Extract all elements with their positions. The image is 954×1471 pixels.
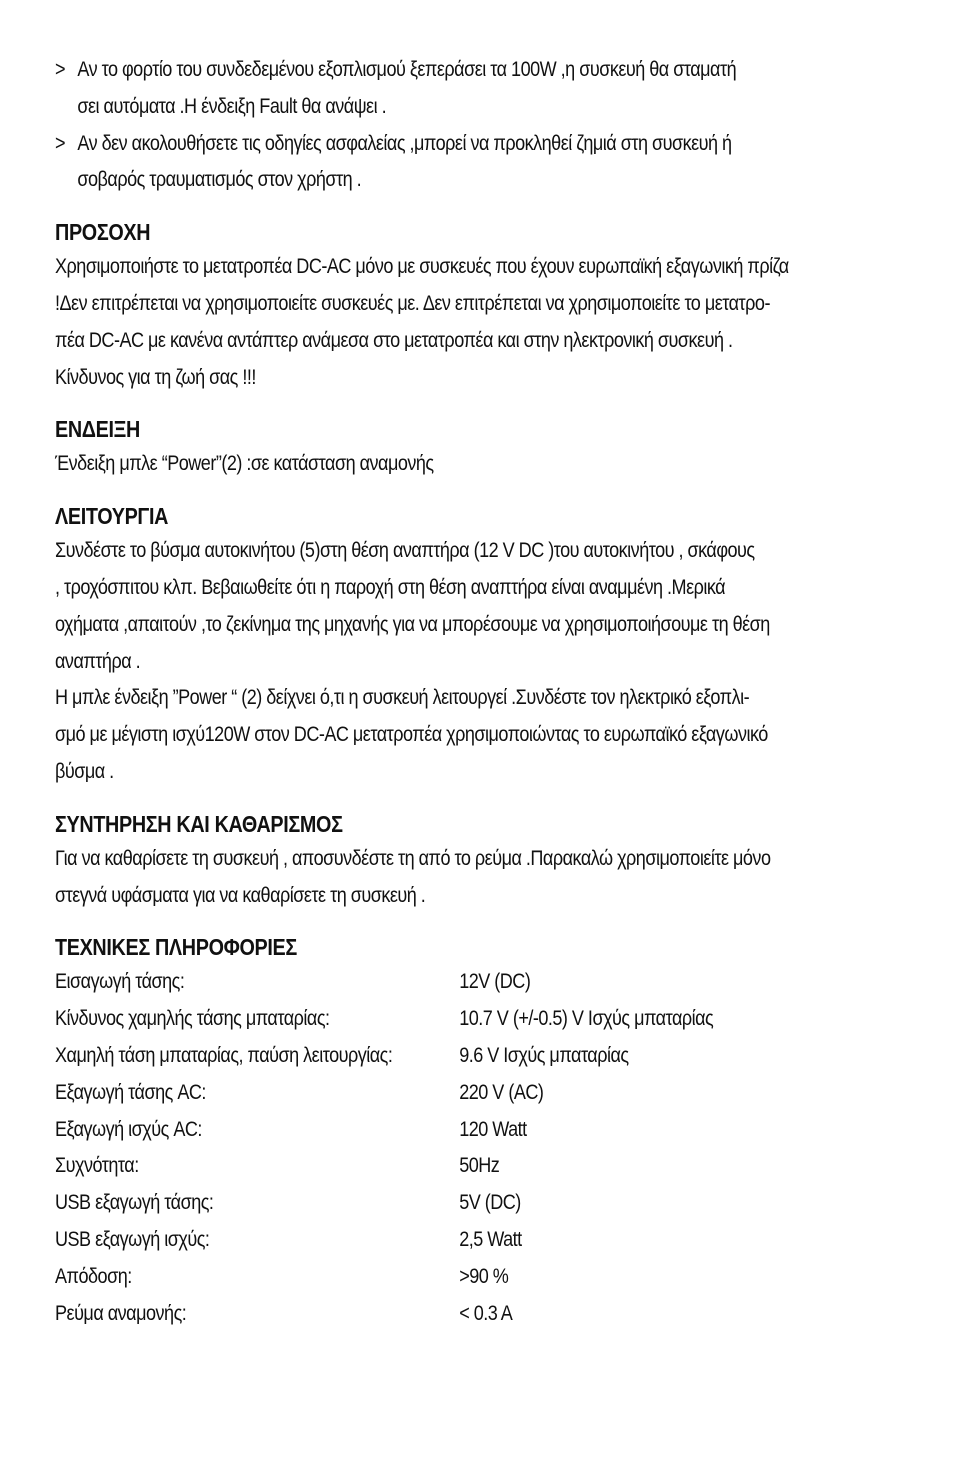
spec-row-frequency <box>55 1148 905 1185</box>
warning-line: Αν το φορτίο του συνδεδεμένου εξοπλισμού ξεπεράσει τα 100W ,η συσκευή θα σταματή <box>77 58 737 81</box>
bullet-marker: > <box>55 58 66 81</box>
bullet-marker: > <box>55 131 66 155</box>
operation-line: Η μπλε ένδειξη ”Power “ (2) δείχνει ό,τι η συσκευή λειτουργεί .Συνδέστε τον ηλεκτρικό εξοπλι- <box>55 686 750 710</box>
spec-label: Απόδοση: <box>55 1264 132 1288</box>
spec-row-low-battery-warning <box>55 1001 905 1038</box>
warning-item-overload <box>55 52 905 126</box>
technical-specs-table <box>55 964 905 1332</box>
spec-value: 9.6 V Ισχύς μπαταρίας <box>459 1043 629 1067</box>
operation-line: βύσμα . <box>55 759 114 783</box>
caution-line: Χρησιμοποιήστε το μετατροπέα DC-AC μόνο με συσκευές που έχουν ευρωπαϊκή εξαγωνική πρίζα <box>55 255 789 279</box>
maintenance-line: Για να καθαρίσετε τη συσκευή , αποσυνδέστε τη από το ρεύμα .Παρακαλώ χρησιμοποιείτε μόνο <box>55 846 771 870</box>
operation-paragraph <box>55 533 905 791</box>
spec-value: 120 Watt <box>459 1117 527 1141</box>
warning-line: σει αυτόματα .Η ένδειξη Fault θα ανάψει . <box>77 94 387 118</box>
spec-label: Κίνδυνος χαμηλής τάσης μπαταρίας: <box>55 1007 330 1031</box>
maintenance-paragraph <box>55 841 905 915</box>
operation-heading: ΛΕΙΤΟΥΡΓΙΑ <box>55 503 169 530</box>
warning-line: σοβαρός τραυματισμός στον χρήστη . <box>77 168 362 192</box>
spec-row-efficiency <box>55 1259 905 1296</box>
spec-row-usb-voltage <box>55 1185 905 1222</box>
manual-page <box>55 52 905 1332</box>
warning-item-safety <box>55 126 905 200</box>
spec-value: 50Hz <box>459 1154 500 1178</box>
spec-label: Εξαγωγή ισχύς AC: <box>55 1117 202 1141</box>
caution-paragraph <box>55 249 905 396</box>
spec-label: Εξαγωγή τάσης AC: <box>55 1080 206 1104</box>
operation-line: , τροχόσπιτου κλπ. Βεβαιωθείτε ότι η παροχή στη θέση αναπτήρα είναι αναμμένη .Μερικά <box>55 575 726 599</box>
spec-row-low-battery-shutdown <box>55 1038 905 1075</box>
caution-line: !Δεν επιτρέπεται να χρησιμοποιείτε συσκευές με. Δεν επιτρέπεται να χρησιμοποιείτε το μετατρο- <box>55 291 770 315</box>
caution-line: Κίνδυνος για τη ζωή σας !!! <box>55 365 256 389</box>
maintenance-heading: ΣΥΝΤΗΡΗΣΗ ΚΑΙ ΚΑΘΑΡΙΣΜΟΣ <box>55 810 343 837</box>
spec-row-standby-current <box>55 1296 905 1333</box>
operation-line: σμό με μέγιστη ισχύ120W στον DC-AC μετατροπέα χρησιμοποιώντας το ευρωπαϊκό εξαγωνικό <box>55 723 768 747</box>
spec-label: Χαμηλή τάση μπαταρίας, παύση λειτουργίας: <box>55 1043 393 1067</box>
spec-value: >90 % <box>459 1264 509 1288</box>
caution-line: πέα DC-AC με κανένα αντάπτερ ανάμεσα στο μετατροπέα και στην ηλεκτρονική συσκευή . <box>55 328 733 352</box>
spec-label: Εισαγωγή τάσης: <box>55 970 185 994</box>
spec-value: 12V (DC) <box>459 970 531 994</box>
indication-heading: ΕΝΔΕΙΞΗ <box>55 416 140 443</box>
caution-heading: ΠΡΟΣΟΧΗ <box>55 219 151 246</box>
operation-line: Συνδέστε το βύσμα αυτοκινήτου (5)στη θέση αναπτήρα (12 V DC )του αυτοκινήτου , σκάφους <box>55 539 755 563</box>
spec-value: < 0.3 A <box>459 1301 513 1325</box>
operation-line: οχήματα ,απαιτούν ,το ζεκίνημα της μηχανής για να μπορέσουμε να χρησιμοποιήσουμε τη θέση <box>55 612 770 636</box>
spec-label: USB εξαγωγή ισχύς: <box>55 1227 210 1251</box>
warning-line: Αν δεν ακολουθήσετε τις οδηγίες ασφαλείας ,μπορεί να προκληθεί ζημιά στη συσκευή ή <box>77 131 732 155</box>
spec-label: Ρεύμα αναμονής: <box>55 1301 187 1325</box>
spec-label: Συχνότητα: <box>55 1154 139 1178</box>
spec-row-input-voltage <box>55 964 905 1001</box>
spec-label: USB εξαγωγή τάσης: <box>55 1191 214 1215</box>
spec-row-usb-power <box>55 1222 905 1259</box>
spec-row-ac-output-voltage <box>55 1075 905 1112</box>
technical-heading: ΤΕΧΝΙΚΕΣ ΠΛΗΡΟΦΟΡΙΕΣ <box>55 934 297 961</box>
indication-paragraph <box>55 446 905 483</box>
spec-value: 220 V (AC) <box>459 1080 544 1104</box>
spec-row-ac-output-power <box>55 1112 905 1149</box>
spec-value: 5V (DC) <box>459 1191 521 1215</box>
spec-value: 10.7 V (+/-0.5) V Ισχύς μπαταρίας <box>459 1007 714 1031</box>
maintenance-line: στεγνά υφάσματα για να καθαρίσετε τη συσκευή . <box>55 883 426 907</box>
spec-value: 2,5 Watt <box>459 1227 522 1251</box>
indication-line: Ένδειξη μπλε “Power”(2) :σε κατάσταση αναμονής <box>55 452 434 476</box>
operation-line: αναπτήρα . <box>55 649 141 673</box>
